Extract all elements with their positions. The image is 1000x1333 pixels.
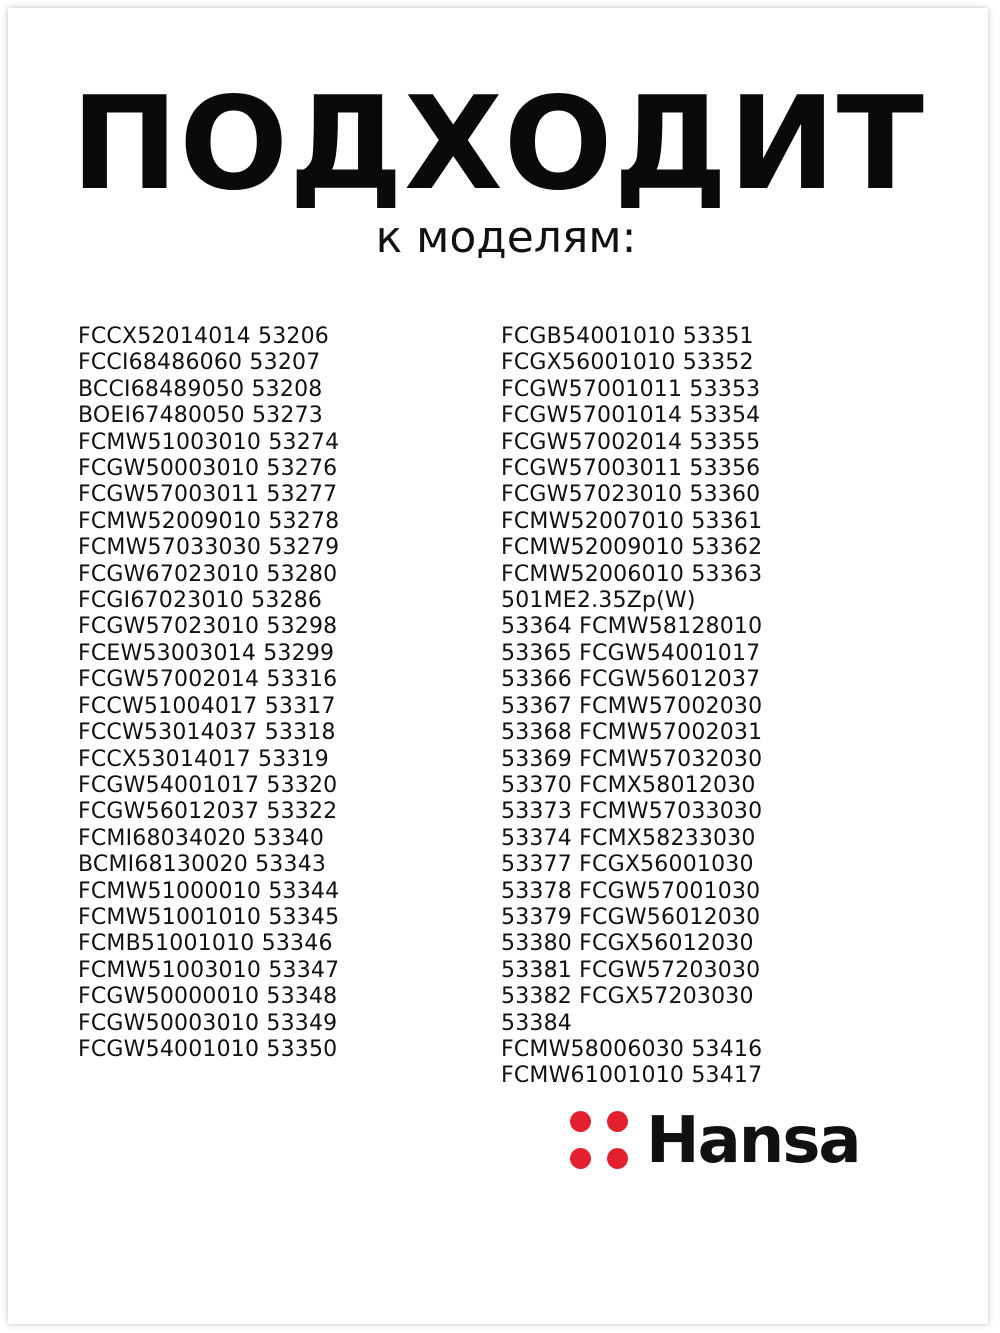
model-item: 53373 FCMW57033030 xyxy=(501,799,763,825)
model-item: BCCI68489050 53208 xyxy=(78,376,323,402)
model-item: FCGW67023010 53280 xyxy=(78,561,338,587)
model-item: FCGW50000010 53348 xyxy=(78,984,338,1010)
model-item: FCMW51003010 53347 xyxy=(78,957,340,983)
model-item: FCGW57002014 53316 xyxy=(78,667,338,693)
model-item: FCMW51003010 53274 xyxy=(78,429,340,455)
model-item: 53382 FCGX57203030 xyxy=(501,984,754,1010)
logo-dot xyxy=(607,1148,628,1169)
model-item: FCMW58006030 53416 xyxy=(501,1036,763,1062)
model-item: FCMI68034020 53340 xyxy=(78,825,325,851)
model-item: FCGW54001017 53320 xyxy=(78,772,338,798)
model-item: FCGW50003010 53349 xyxy=(78,1010,338,1036)
model-item: FCGW56012037 53322 xyxy=(78,799,338,825)
model-item: FCMW57033030 53279 xyxy=(78,535,340,561)
model-item: 53368 FCMW57002031 xyxy=(501,720,763,746)
model-item: FCGW54001010 53350 xyxy=(78,1036,338,1062)
model-item: FCGW57003011 53356 xyxy=(501,456,761,482)
model-item: FCCI68486060 53207 xyxy=(78,350,321,376)
model-item: 53384 xyxy=(501,1010,572,1036)
model-item: FCMW61001010 53417 xyxy=(501,1063,763,1089)
hansa-logo xyxy=(570,1106,860,1176)
model-item: 53367 FCMW57002030 xyxy=(501,693,763,719)
model-item: FCEW53003014 53299 xyxy=(78,640,335,666)
model-item: 53364 FCMW58128010 xyxy=(501,614,763,640)
page xyxy=(8,8,988,1324)
model-item: 53365 FCGW54001017 xyxy=(501,640,761,666)
model-item: 53381 FCGW57203030 xyxy=(501,957,761,983)
model-item: 53377 FCGX56001030 xyxy=(501,852,754,878)
model-item: FCGW50003010 53276 xyxy=(78,456,338,482)
model-item: FCCX52014014 53206 xyxy=(78,324,330,349)
model-item: FCGW57001014 53354 xyxy=(501,403,761,429)
model-item: 53378 FCGW57001030 xyxy=(501,878,761,904)
model-item: FCMW51000010 53344 xyxy=(78,878,340,904)
model-item: FCGW57023010 53298 xyxy=(78,614,338,640)
model-item: FCMW52009010 53278 xyxy=(78,508,340,534)
model-item: FCMW52007010 53361 xyxy=(501,508,763,534)
model-item: 53379 FCGW56012030 xyxy=(501,904,761,930)
logo-dot xyxy=(570,1148,591,1169)
model-item: 53370 FCMX58012030 xyxy=(501,772,756,798)
model-item: FCGW57002014 53355 xyxy=(501,429,761,455)
logo-dot xyxy=(570,1111,591,1132)
model-item: FCGW57001011 53353 xyxy=(501,376,761,402)
model-item: FCCW53014037 53318 xyxy=(78,720,336,746)
model-item: 501ME2.35Zp(W) xyxy=(501,588,696,614)
model-item: FCMW52006010 53363 xyxy=(501,561,763,587)
model-item: 53366 FCGW56012037 xyxy=(501,667,761,693)
models-list-right xyxy=(501,324,762,1090)
model-item: 53369 FCMW57032030 xyxy=(501,746,763,772)
page-title: ПОДХОДИТ xyxy=(71,70,925,219)
model-item: FCMW51001010 53345 xyxy=(78,904,340,930)
model-item: 53374 FCMX58233030 xyxy=(501,825,756,851)
hansa-dots-icon xyxy=(570,1111,630,1171)
model-item: BOEI67480050 53273 xyxy=(78,403,323,429)
model-item: FCGW57023010 53360 xyxy=(501,482,761,508)
model-item: FCMB51001010 53346 xyxy=(78,931,333,957)
model-item: FCGW57003011 53277 xyxy=(78,482,338,508)
model-item: FCCX53014017 53319 xyxy=(78,746,330,772)
model-item: FCCW51004017 53317 xyxy=(78,693,336,719)
model-item: FCGI67023010 53286 xyxy=(78,588,323,614)
model-item: FCMW52009010 53362 xyxy=(501,535,763,561)
model-item: FCGX56001010 53352 xyxy=(501,350,754,376)
logo-text: Hansa xyxy=(646,1104,860,1178)
page-subtitle: к моделям: xyxy=(375,212,637,263)
model-item: FCGB54001010 53351 xyxy=(501,324,754,349)
logo-dot xyxy=(607,1111,628,1132)
models-list-left xyxy=(78,324,339,1063)
model-item: BCMI68130020 53343 xyxy=(78,852,327,878)
model-item: 53380 FCGX56012030 xyxy=(501,931,754,957)
